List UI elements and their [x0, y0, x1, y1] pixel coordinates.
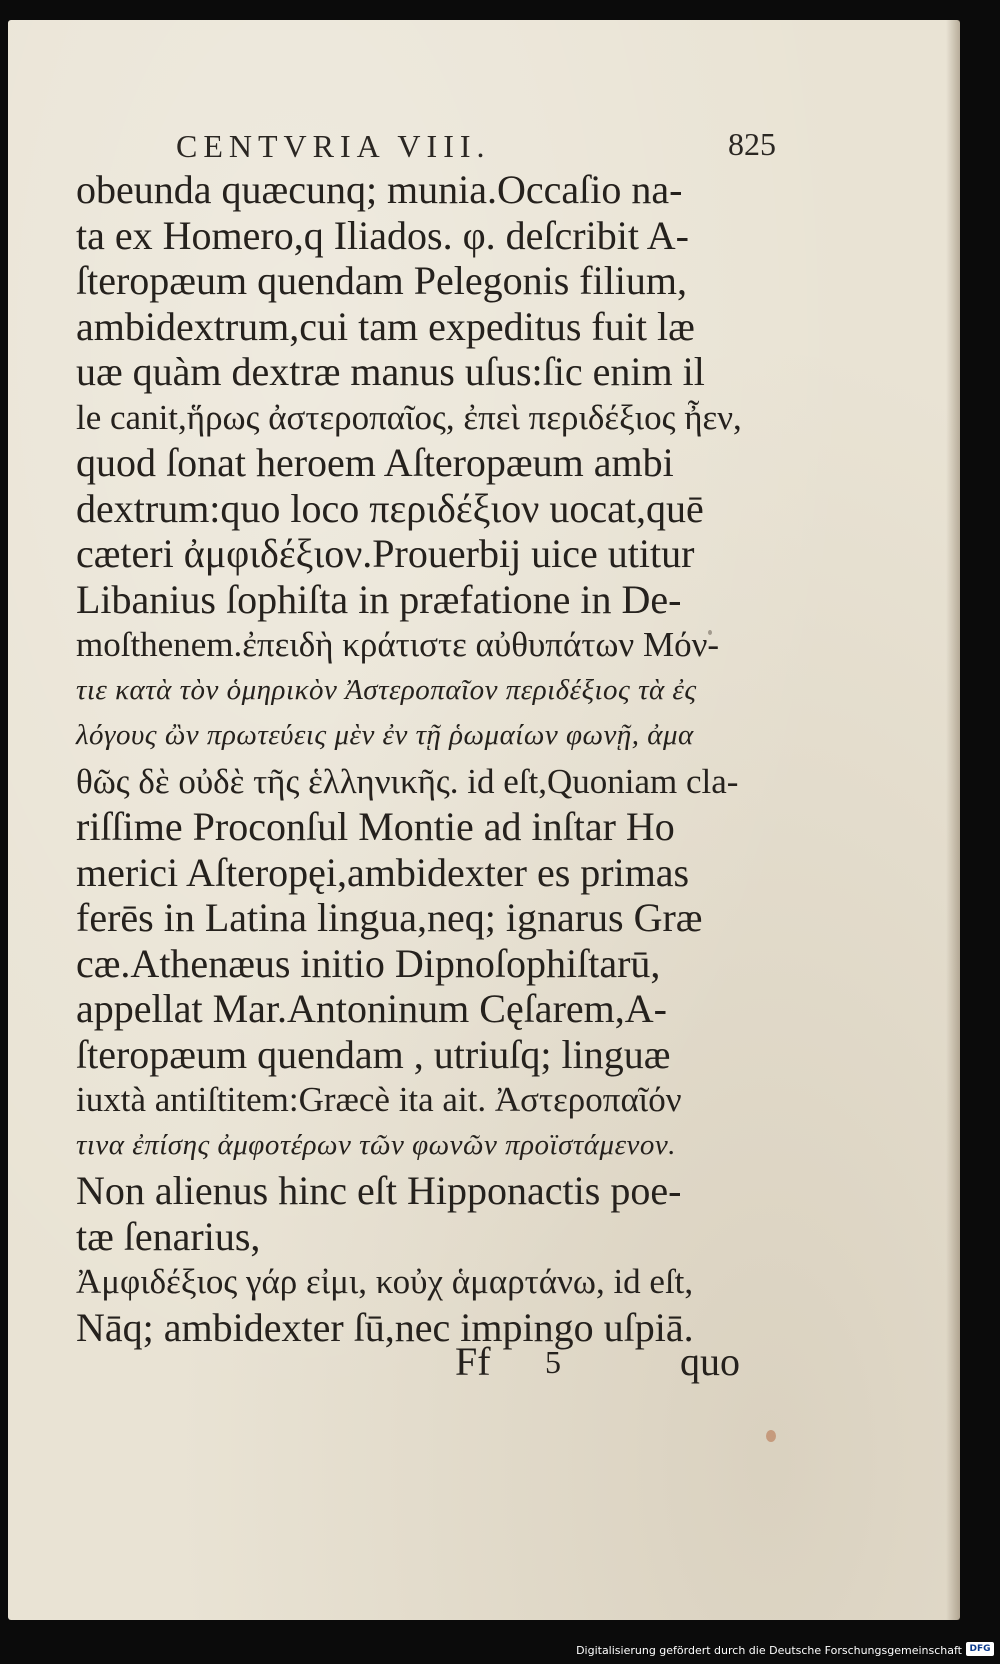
text-line: θῶς δὲ οὐδὲ τῆς ἑλληνικῆς. id eſt,Quoniam cla-	[76, 761, 739, 801]
catchline	[0, 1338, 1000, 1384]
signature-number: 5	[545, 1344, 561, 1380]
funding-credit: Digitalisierung gefördert durch die Deutsche Forschungsgemeinschaft	[576, 1644, 962, 1657]
text-line: appellat Mar.Antoninum Cęſarem,A-	[76, 986, 667, 1031]
text-line: ſteropæum quendam , utriuſq; linguæ	[76, 1031, 671, 1077]
signature-mark: Ff	[455, 1339, 491, 1384]
catchword: quo	[680, 1339, 740, 1384]
text-line: riſſime Proconſul Montie ad inſtar Ho	[76, 804, 675, 849]
text-line: Ἀμφιδέξιος γάρ εἰμι, κοὐχ ἁμαρτάνω, id eſt,	[76, 1262, 694, 1301]
running-title: CENTVRIA VIII.	[176, 128, 491, 164]
text-line: uæ quàm dextræ manus uſus:ſic enim il	[76, 349, 705, 394]
body-text	[76, 167, 776, 1350]
page-number: 825	[728, 126, 776, 162]
text-line: le canit,ἥρως ἀστεροπαῖος, ἐπεὶ περιδέξιος ἦεν,	[76, 397, 742, 437]
digitization-footer	[0, 1636, 1000, 1664]
greek-text-line: τινα ἐπίσης ἀμφοτέρων τῶν φωνῶν προϊστάμενον.	[76, 1128, 676, 1161]
text-line: iuxtà antiſtitem:Græcè ita ait. Ἀστεροπαῖόν	[76, 1080, 682, 1119]
text-line: Non alienus hinc eſt Hipponactis poe-	[76, 1168, 682, 1213]
text-line: ferēs in Latina lingua,neq; ignarus Græ	[76, 895, 703, 940]
text-line: dextrum:quo loco περιδέξιον uocat,quē	[76, 485, 704, 531]
text-line: ambidextrum,cui tam expeditus fuit læ	[76, 303, 695, 349]
greek-text-line: τιε κατὰ τὸν ὁμηρικὸν Ἀστεροπαῖον περιδέξιος τὰ ἐς	[76, 673, 697, 706]
text-line: obeunda quæcunq; munia.Occaſio na-	[76, 167, 683, 212]
text-line: cæ.Athenæus initio Dipnoſophiſtarū,	[76, 940, 661, 986]
paper-stain	[766, 1430, 776, 1442]
text-line: quod ſonat heroem Aſteropæum ambi	[76, 440, 674, 485]
text-line: cæteri ἀμφιδέξιον.Prouerbij uice utitur	[76, 531, 695, 576]
text-line: ſteropæum quendam Pelegonis filium,	[76, 258, 688, 303]
text-line: merici Aſteropęi,ambidexter es primas	[76, 849, 690, 895]
text-line: moſthenem.ἐπειδὴ κράτιστε αὐθυπάτων Μόν-	[76, 625, 720, 664]
running-header	[176, 120, 776, 170]
text-line: Libanius ſophiſta in præfatione in De-	[76, 576, 682, 622]
text-line: tæ ſenarius,	[76, 1213, 261, 1259]
paper-stain	[708, 630, 712, 635]
greek-text-line: λόγους ὢν πρωτεύεις μὲν ἐν τῇ ῥωμαίων φωνῇ, ἀμα	[76, 719, 694, 751]
text-line: ta ex Homero,q Iliados. φ. deſcribit A-	[76, 212, 689, 258]
dfg-logo: DFG	[966, 1642, 994, 1656]
text-line: Nāq; ambidexter ſū,nec impingo uſpiā.	[76, 1304, 694, 1350]
